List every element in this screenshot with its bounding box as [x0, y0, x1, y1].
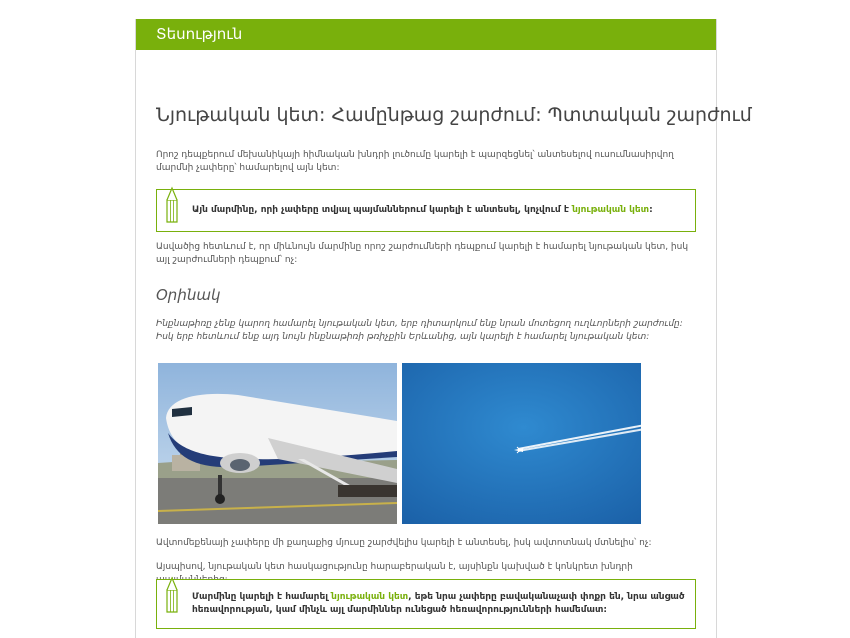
paragraph-4: Այսպիսով, նյութական կետ հասկացությունը հարաբերական է, այսինքն կախված է կոնկրետ խնդրի — [156, 562, 633, 572]
term-highlight: նյութական կետ — [572, 205, 650, 215]
pencil-icon — [163, 186, 181, 226]
term-highlight: նյութական կետ — [331, 592, 409, 602]
page-title: Նյութական կետ: Համընթաց շարժում: Պտտական շարժում — [156, 104, 752, 126]
intro-paragraph: Որոշ դեպքերում մեխանիկայի հիմնական խնդրի լուծումը կարելի է պարզեցնել՝ անտեսելով ուսումնասիրվող մարմնի չափերը՝ համարելով այն կետ: — [156, 150, 674, 173]
airplane-ground-photo — [158, 363, 397, 524]
example-heading: Օրինակ — [156, 286, 221, 304]
airplane-sky-photo — [402, 363, 641, 524]
paragraph-2: Ասվածից հետևում է, որ միևնույն մարմինը որոշ շարժումների դեպքում կարելի է համարել նյութական կետ, իսկ այլ շարժումների դեպքում՝ ոչ: — [156, 242, 689, 265]
example-text: Ինքնաթիռը չենք կարող համարել նյութական կետ, երբ դիտարկում ենք նրան մոտեցող ուղևորների շարժումը: Իսկ երբ հետևում ենք այդ նույն ինքնաթիռի թռիչքին Երևանից, այն կարելի է համարել նյութական կետ: — [156, 319, 683, 342]
conclusion-text: Մարմինը կարելի է համարել նյութական կետ, եթե նրա չափերը բավականաչափ փոքր են, նրա անցած հեռավորության, կամ մինչև այլ մարմիններ ունեցած հեռավորությունների համեմատ: — [192, 592, 685, 615]
definition-note — [156, 189, 696, 232]
conclusion-note — [156, 579, 696, 629]
paragraph-3: Ավտոմեքենայի չափերը մի քաղաքից մյուսը շարժվելիս կարելի է անտեսել, իսկ ավտոտնակ մտնելիս՝ ոչ: — [156, 538, 652, 548]
panel-title: Տեսություն — [156, 25, 243, 43]
theory-panel — [135, 19, 752, 638]
definition-text: Այն մարմինը, որի չափերը տվյալ պայմաններում կարելի է անտեսել, կոչվում է նյութական կետ: — [192, 205, 653, 215]
pencil-icon — [163, 576, 181, 616]
panel-header — [136, 19, 716, 50]
